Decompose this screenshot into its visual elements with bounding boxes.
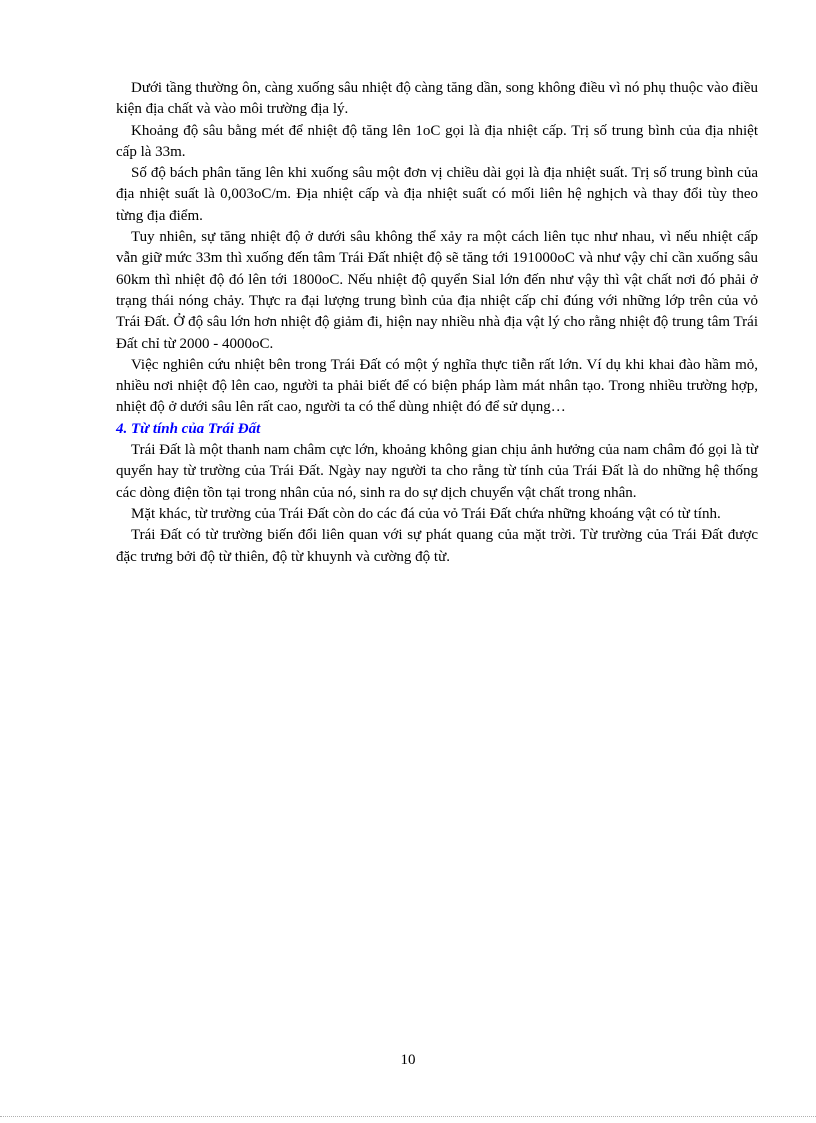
- paragraph-temperature-depth: Tuy nhiên, sự tăng nhiệt độ ở dưới sâu không thể xảy ra một cách liên tục như nhau, vì nếu nhiệt cấp vẫn giữ mức 33m thì xuống đến tâm Trái Đất nhiệt độ sẽ tăng tới 191000oC và như vậy chỉ cần xuống sâu 60km thì nhiệt độ đó lên tới 1800oC. Nếu nhiệt độ quyển Sial lớn đến như vậy thì vật chất nơi đó phải ở trạng thái nóng chảy. Thực ra đại lượng trung bình của địa nhiệt cấp chỉ đúng với những lớp trên của vỏ Trái Đất. Ở độ sâu lớn hơn nhiệt độ giảm đi, hiện nay nhiều nhà địa vật lý cho rằng nhiệt độ trung tâm Trái Đất chỉ từ 2000 - 4000oC.: [116, 229, 758, 352]
- paragraph-magnetism-rocks: Mặt khác, từ trường của Trái Đất còn do các đá của vỏ Trái Đất chứa những khoáng vật có từ tính.: [131, 505, 721, 522]
- section-heading: 4. Từ tính của Trái Đất: [116, 420, 261, 437]
- paragraph-practical-meaning: Việc nghiên cứu nhiệt bên trong Trái Đất có một ý nghĩa thực tiễn rất lớn. Ví dụ khi khai đào hầm mỏ, nhiều nơi nhiệt độ lên cao, người ta phải biết để có biện pháp làm mát nhân tạo. Trong nhiều trường hợp, nhiệt độ ở dưới sâu lên rất cao, người ta có thể dùng nhiệt đó để sử dụng…: [116, 356, 758, 416]
- page-bottom-divider: [0, 1116, 816, 1117]
- page-number: 10: [400, 1052, 416, 1068]
- page-body: [116, 78, 758, 568]
- paragraph-geothermal-intro: Dưới tầng thường ôn, càng xuống sâu nhiệt độ càng tăng dần, song không điều vì nó phụ thuộc vào điều kiện địa chất và vào môi trường địa lý.: [116, 80, 758, 118]
- paragraph-magnetism-field: Trái Đất có từ trường biến đổi liên quan với sự phát quang của mặt trời. Từ trường của Trái Đất được đặc trưng bởi độ từ thiên, độ từ khuynh và cường độ từ.: [116, 527, 758, 565]
- paragraph-geothermal-gradient: Khoảng độ sâu bằng mét để nhiệt độ tăng lên 1oC gọi là địa nhiệt cấp. Trị số trung bình của địa nhiệt cấp là 33m.: [116, 122, 758, 160]
- paragraph-magnetism-intro: Trái Đất là một thanh nam châm cực lớn, khoảng không gian chịu ảnh hưởng của nam châm đó gọi là từ quyển hay từ trường của Trái Đất. Ngày nay người ta cho rằng từ tính của Trái Đất là do những hệ thống các dòng điện tồn tại trong nhân của nó, sinh ra do sự dịch chuyển vật chất trong nhân.: [116, 442, 758, 501]
- paragraph-geothermal-rate: Số độ bách phân tăng lên khi xuống sâu một đơn vị chiều dài gọi là địa nhiệt suất. Trị số trung bình của địa nhiệt suất là 0,003oC/m. Địa nhiệt cấp và địa nhiệt suất có mối liên hệ nghịch và thay đổi tùy theo từng địa điểm.: [116, 165, 758, 224]
